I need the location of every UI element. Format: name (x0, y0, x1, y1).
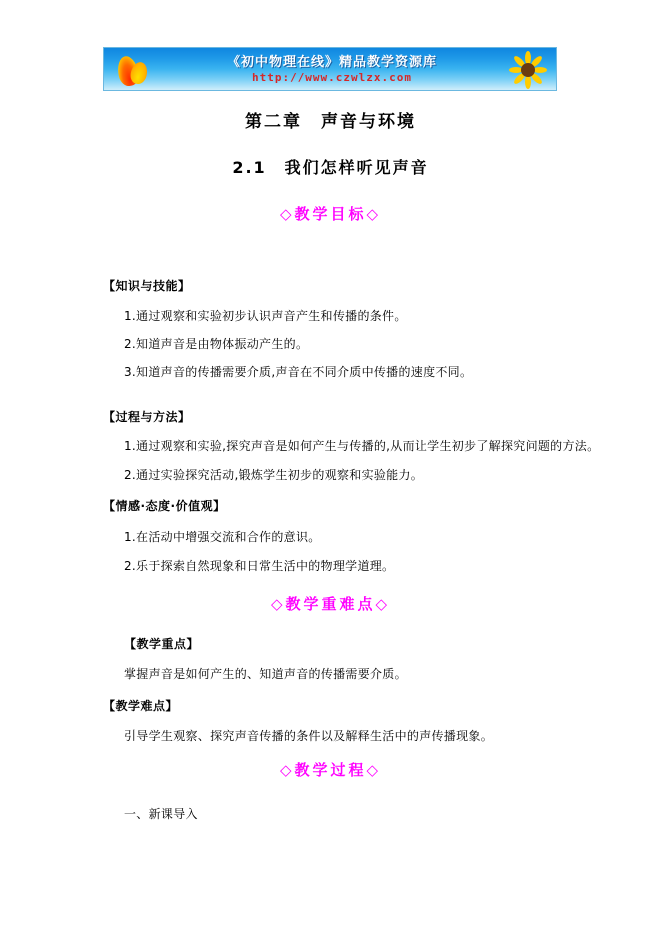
section-title: 2.1 我们怎样听见声音 (232, 158, 429, 177)
site-banner (103, 47, 557, 91)
goal-knowledge-item-2: 2.知道声音是由物体振动产生的。 (124, 337, 309, 351)
difficulty-text: 引导学生观察、探究声音传播的条件以及解释生活中的声传播现象。 (124, 729, 494, 743)
label-teaching-key-point: 【教学重点】 (124, 637, 200, 651)
goal-knowledge-item-1: 1.通过观察和实验初步认识声音产生和传播的条件。 (124, 309, 407, 323)
flame-logo-icon (110, 52, 160, 88)
label-emotion-attitude-value: 【情感·态度·价值观】 (103, 499, 226, 513)
heading-teaching-process: ◇教学过程◇ (279, 761, 382, 779)
sunflower-icon (508, 50, 548, 90)
label-process-method: 【过程与方法】 (103, 410, 191, 424)
goal-emotion-item-1: 1.在活动中增强交流和合作的意识。 (124, 530, 321, 544)
process-step-new-lesson-intro: 一、新课导入 (124, 807, 198, 821)
chapter-title: 第二章 声音与环境 (245, 112, 416, 132)
heading-teaching-goals: ◇教学目标◇ (279, 205, 382, 223)
goal-knowledge-item-3: 3.知道声音的传播需要介质,声音在不同介质中传播的速度不同。 (124, 365, 473, 379)
label-knowledge-skills: 【知识与技能】 (103, 279, 191, 293)
goal-process-item-2: 2.通过实验探究活动,锻炼学生初步的观察和实验能力。 (124, 468, 424, 482)
goal-process-item-1: 1.通过观察和实验,探究声音是如何产生与传播的,从而让学生初步了解探究问题的方法。 (124, 439, 600, 453)
key-point-text: 掌握声音是如何产生的、知道声音的传播需要介质。 (124, 667, 407, 681)
banner-url: http://www.czwlzx.com (251, 71, 413, 84)
goal-emotion-item-2: 2.乐于探索自然现象和日常生活中的物理学道理。 (124, 559, 395, 573)
heading-key-difficult-points: ◇教学重难点◇ (270, 595, 391, 613)
label-teaching-difficulty: 【教学难点】 (103, 699, 179, 713)
banner-title: 《初中物理在线》精品教学资源库 (226, 55, 437, 70)
